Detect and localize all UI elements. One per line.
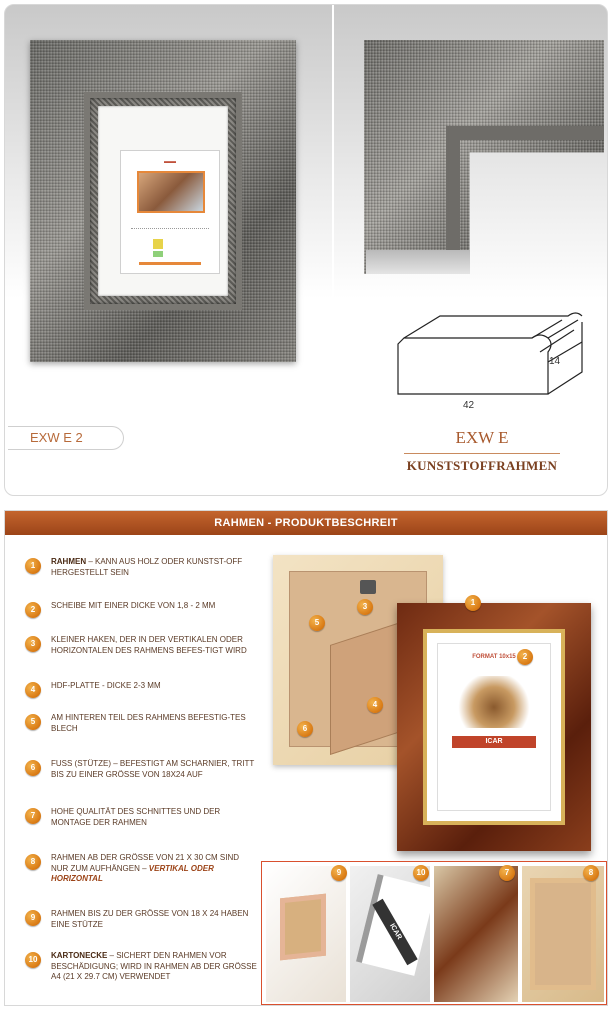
feature-item-8 [25, 853, 257, 885]
feature-number: 3 [25, 636, 41, 652]
callout-6: 6 [297, 721, 313, 737]
feature-item-9 [25, 909, 257, 930]
product-code-title: EXW E [455, 428, 509, 447]
feature-number: 10 [25, 952, 41, 968]
feature-item-5 [25, 713, 257, 734]
feature-text: RAHMEN AB DER GRÖSSE VON 21 X 30 CM SIND NUR ZUM AUFHÄNGEN – VERTIKAL ODER HORIZONTAL [51, 853, 240, 883]
gold-inlay [423, 629, 565, 825]
profile-cross-section-diagram [392, 302, 592, 412]
callout-3: 3 [357, 599, 373, 615]
detail-cut-photo [434, 866, 518, 1002]
insert-tag-green [153, 251, 163, 257]
callout-9: 9 [331, 865, 347, 881]
product-code-badge: EXW E 2 [8, 426, 124, 450]
front-insert-card [437, 643, 551, 811]
detail-stand-photo [266, 866, 346, 1002]
feature-text: RAHMEN – KANN AUS HOLZ ODER KUNSTST-OFF HERGESTELLT SEIN [51, 557, 243, 577]
feature-number: 7 [25, 808, 41, 824]
callout-2: 2 [517, 649, 533, 665]
callout-8: 8 [583, 865, 599, 881]
product-description-panel [4, 510, 608, 1006]
feature-number: 9 [25, 910, 41, 926]
feature-text: HDF-PLATTE - DICKE 2-3 MM [51, 681, 161, 690]
frame-rope-inlay [84, 92, 242, 310]
insert-bar [139, 262, 201, 265]
callout-5: 5 [309, 615, 325, 631]
feature-number: 6 [25, 760, 41, 776]
callout-1: 1 [465, 595, 481, 611]
feature-text: KLEINER HAKEN, DER IN DER VERTIKALEN ODER HORIZONTALEN DES RAHMENS BEFES-TIGT WIRD [51, 635, 247, 655]
insert-format-label: FORMAT 10x15 [472, 654, 516, 660]
detail-photo-strip [261, 861, 607, 1005]
feature-text: AM HINTEREN TEIL DES RAHMENS BEFESTIG-TES BLECH [51, 713, 246, 733]
feature-text: FUSS (STÜTZE) – BEFESTIGT AM SCHARNIER, TRITT BIS ZU EINER GRÖSSE VON 18X24 AUF [51, 759, 255, 779]
description-header: RAHMEN - PRODUKTBESCHREIT [5, 511, 607, 535]
insert-photo [137, 171, 205, 213]
callout-7: 7 [499, 865, 515, 881]
insert-script [131, 223, 209, 229]
feature-text: HOHE QUALITÄT DES SCHNITTES UND DER MONTAGE DER RAHMEN [51, 807, 221, 827]
icar-tape: ICAR [372, 899, 417, 966]
feature-number: 1 [25, 558, 41, 574]
insert-brand-label: ICAR [452, 736, 536, 748]
dimension-width-label: 42 [463, 400, 475, 411]
feature-number: 8 [25, 854, 41, 870]
feature-item-6 [25, 759, 257, 780]
insert-logo: ▬▬ [164, 159, 176, 165]
feature-item-2 [25, 601, 257, 618]
mini-frame-back [530, 878, 596, 990]
detail-back-photo [522, 866, 604, 1002]
feature-number: 4 [25, 682, 41, 698]
frame-insert-card [120, 150, 220, 274]
frame-mat [98, 106, 228, 296]
feature-item-4 [25, 681, 257, 698]
feature-text: RAHMEN BIS ZU DER GRÖSSE VON 18 X 24 HABEN EINE STÜTZE [51, 909, 249, 929]
feature-item-3 [25, 635, 257, 656]
hanging-hook [360, 580, 376, 594]
profile-edge [366, 250, 470, 274]
detail-corner-photo [350, 866, 430, 1002]
callout-10: 10 [413, 865, 429, 881]
feature-number: 2 [25, 602, 41, 618]
feature-text: KARTONECKE – SICHERT DEN RAHMEN VOR BESCHÄDIGUNG; WIRD IN RAHMEN AB DER GRÖSSE A4 (21 X 29.7 CM) VERWENDET [51, 951, 257, 981]
product-type-subtitle: KUNSTSTOFFRAHMEN [406, 458, 558, 473]
insert-walnut-photo [454, 676, 534, 728]
feature-item-1 [25, 557, 257, 578]
panel-divider [332, 5, 334, 496]
feature-number: 5 [25, 714, 41, 730]
frame-front-illustration [397, 603, 591, 851]
feature-text: SCHEIBE MIT EINER DICKE VON 1,8 - 2 MM [51, 601, 216, 610]
dimension-height-label: 14 [549, 356, 561, 367]
feature-item-7 [25, 807, 257, 828]
mini-frame-stand [280, 894, 326, 961]
callout-4: 4 [367, 697, 383, 713]
insert-tag [153, 239, 163, 249]
frame-product-image [30, 40, 296, 362]
title-rule [404, 453, 560, 454]
feature-item-10 [25, 951, 257, 983]
